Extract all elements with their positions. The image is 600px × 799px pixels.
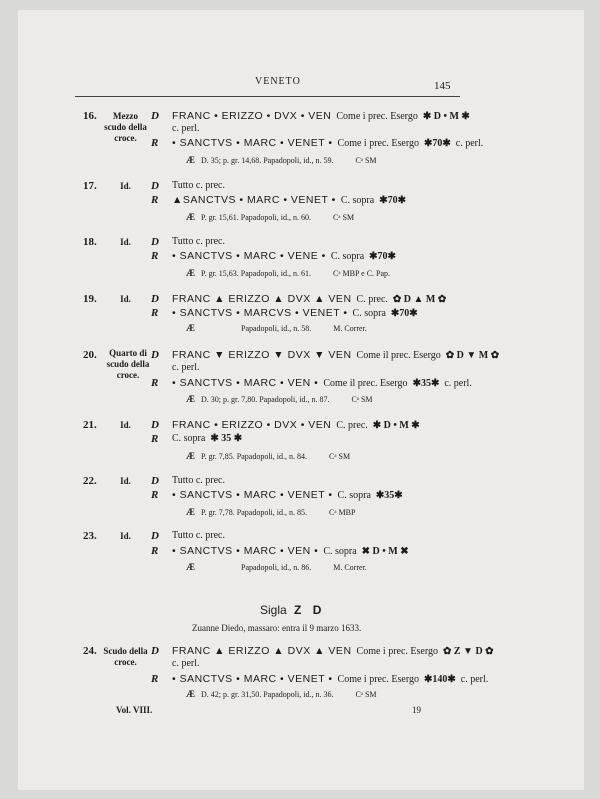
reference-line: [186, 451, 350, 461]
reverse-line: [172, 307, 418, 319]
reference-text: D. 42; p. gr. 31,50. Papadopoli, id., n. 36.: [201, 690, 334, 699]
reverse-note: C. sopra: [352, 308, 386, 319]
reverse-marker: R: [151, 673, 159, 685]
obverse-note: C. prec.: [336, 420, 368, 431]
reference-line: [186, 394, 373, 404]
reverse-line: [172, 377, 472, 389]
collection-location: Cᵃ SM: [355, 156, 377, 165]
obverse-marker: D: [151, 110, 159, 122]
obverse-legend: FRANC ▼ ERIZZO ▼ DVX ▼ VEN: [172, 349, 352, 361]
obverse-continuation: c. perl.: [172, 362, 200, 373]
reference-text: Papadopoli, id., n. 58.: [241, 324, 312, 333]
collection-location: Cᵃ SM: [355, 690, 377, 699]
reverse-line: [172, 137, 483, 149]
reverse-note: C. sopra: [330, 251, 365, 262]
volume-mark: Vol. VIII.: [116, 705, 153, 715]
collection-location: Cᵃ MBP: [329, 508, 356, 517]
entry-description: Id.: [120, 531, 131, 541]
entry-number: 21.: [83, 419, 97, 431]
reverse-marker: R: [151, 377, 159, 389]
reverse-sigla: ✱35✱: [375, 490, 403, 501]
obverse-sigla: ✿ D ▲ M ✿: [392, 294, 447, 305]
entry-description: Quarto di scudo della croce.: [106, 348, 150, 380]
reverse-note: Come i prec. Esergo: [337, 138, 420, 149]
silver-symbol: Æ: [186, 323, 195, 333]
entry-description: Mezzo scudo della croce.: [104, 111, 147, 143]
reverse-marker: R: [151, 489, 159, 501]
obverse-continuation: c. perl.: [172, 658, 200, 669]
obverse-marker: D: [151, 475, 159, 487]
reverse-marker: R: [151, 250, 159, 262]
obverse-line: Tutto c. prec.: [172, 236, 225, 247]
reverse-marker: R: [151, 545, 159, 557]
reverse-note: Come i prec. Esergo: [337, 674, 420, 685]
obverse-sigla: ✱ D • M ✱: [372, 420, 420, 431]
obverse-line: [172, 349, 499, 361]
sigla-letters: Z D: [294, 603, 326, 617]
reverse-legend: ▲SANCTVS • MARC • VENET •: [172, 194, 336, 206]
obverse-line: Tutto c. prec.: [172, 530, 225, 541]
entry-number: 23.: [83, 530, 97, 542]
entry-number: 22.: [83, 475, 97, 487]
reference-text: P. gr. 7,78. Papadopoli, id., n. 85.: [201, 508, 308, 517]
running-title: VENETO: [255, 76, 301, 87]
obverse-sigla: ✱ D • M ✱: [422, 111, 470, 122]
obverse-line: Tutto c. prec.: [172, 475, 225, 486]
entry-description: Id.: [120, 237, 131, 247]
reverse-line: [172, 545, 409, 557]
reference-text: P. gr. 15,63. Papadopoli, id., n. 61.: [201, 269, 312, 278]
obverse-marker: D: [151, 645, 159, 657]
reference-text: D. 35; p. gr. 14,68. Papadopoli, id., n. 59.: [201, 156, 334, 165]
silver-symbol: Æ: [186, 268, 195, 278]
reference-text: P. gr. 15,61. Papadopoli, id., n. 60.: [201, 213, 312, 222]
reverse-line: [172, 489, 403, 501]
reverse-note: C. sopra: [340, 195, 375, 206]
entry-description: Scudo della croce.: [103, 646, 148, 667]
page-number: 145: [434, 80, 451, 92]
reverse-legend: • SANCTVS • MARCVS • VENET •: [172, 307, 348, 319]
obverse-line: [172, 293, 446, 305]
reverse-note: C. sopra: [172, 433, 206, 444]
reverse-legend: • SANCTVS • MARC • VENET •: [172, 489, 333, 501]
silver-symbol: Æ: [186, 507, 195, 517]
reverse-sigla: ✱70✱: [379, 195, 406, 206]
obverse-note: Come i prec. Esergo: [356, 646, 438, 657]
reverse-sigla: ✱140✱: [424, 674, 456, 685]
reverse-end: c. perl.: [460, 674, 489, 685]
obverse-continuation: c. perl.: [172, 123, 200, 134]
silver-symbol: Æ: [186, 562, 195, 572]
entry-number: 20.: [83, 349, 97, 361]
reverse-sigla: ✱70✱: [369, 251, 396, 262]
reference-line: [186, 155, 377, 165]
collection-location: M. Correr.: [333, 563, 367, 572]
entry-number: 16.: [83, 110, 97, 122]
collection-location: Cᵃ SM: [329, 452, 351, 461]
reverse-marker: R: [151, 307, 159, 319]
reference-line: [186, 323, 367, 333]
entry-number: 17.: [83, 180, 97, 192]
reverse-legend: • SANCTVS • MARC • VEN •: [172, 545, 319, 557]
silver-symbol: Æ: [186, 451, 195, 461]
obverse-line: Tutto c. prec.: [172, 180, 225, 191]
entry-number: 18.: [83, 236, 97, 248]
entry-description: Id.: [120, 294, 131, 304]
header-rule: [75, 96, 460, 97]
entry-description: Id.: [120, 420, 131, 430]
obverse-note: Come il prec. Esergo: [356, 350, 441, 361]
reverse-note: C. sopra: [323, 546, 357, 557]
collection-location: M. Correr.: [333, 324, 367, 333]
silver-symbol: Æ: [186, 155, 195, 165]
silver-symbol: Æ: [186, 689, 195, 699]
obverse-marker: D: [151, 530, 159, 542]
reverse-end: c. perl.: [455, 138, 484, 149]
reverse-legend: • SANCTVS • MARC • VENE •: [172, 250, 326, 262]
reference-line: [186, 507, 355, 517]
reference-text: D. 30; p. gr. 7,80. Papadopoli, id., n. 87.: [201, 395, 330, 404]
sigla-label: Sigla: [260, 603, 287, 617]
obverse-legend: FRANC • ERIZZO • DVX • VEN: [172, 419, 332, 431]
reverse-legend: • SANCTVS • MARC • VENET •: [172, 137, 333, 149]
obverse-sigla: ✿ Z ▼ D ✿: [443, 646, 494, 657]
entry-description: Id.: [120, 181, 131, 191]
obverse-marker: D: [151, 293, 159, 305]
reverse-sigla: ✱70✱: [390, 308, 418, 319]
collection-location: Cᵃ SM: [351, 395, 373, 404]
reverse-sigla: ✱35✱: [412, 378, 440, 389]
reverse-marker: R: [151, 137, 159, 149]
signature-mark: 19: [412, 705, 421, 715]
obverse-legend: FRANC ▲ ERIZZO ▲ DVX ▲ VEN: [172, 293, 352, 305]
reverse-line: [172, 433, 242, 444]
reverse-note: C. sopra: [337, 490, 371, 501]
reference-line: [186, 689, 377, 699]
reference-text: P. gr. 7,85. Papadopoli, id., n. 84.: [201, 452, 308, 461]
obverse-line: [172, 110, 470, 122]
entry-description: Id.: [120, 476, 131, 486]
obverse-sigla: ✿ D ▼ M ✿: [445, 350, 500, 361]
reverse-end: c. perl.: [444, 378, 472, 389]
reverse-legend: • SANCTVS • MARC • VENET •: [172, 673, 333, 685]
reverse-marker: R: [151, 194, 159, 206]
obverse-legend: FRANC • ERIZZO • DVX • VEN: [172, 110, 332, 122]
silver-symbol: Æ: [186, 212, 195, 222]
reverse-line: [172, 673, 488, 685]
reverse-sigla: ✱70✱: [424, 138, 451, 149]
obverse-marker: D: [151, 419, 159, 431]
obverse-line: [172, 419, 420, 431]
obverse-marker: D: [151, 349, 159, 361]
obverse-note: Come i prec. Esergo: [336, 111, 418, 122]
collection-location: Cᵃ MBP e C. Pap.: [333, 269, 391, 278]
reference-line: [186, 562, 367, 572]
obverse-marker: D: [151, 180, 159, 192]
reference-text: Papadopoli, id., n. 86.: [241, 563, 312, 572]
entry-number: 24.: [83, 645, 97, 657]
reverse-sigla: ✖ D • M ✖: [361, 546, 409, 557]
obverse-line: [172, 645, 494, 657]
reverse-note: Come il prec. Esergo: [323, 378, 408, 389]
massaro-note: Zuanne Diedo, massaro: entra il 9 marzo 1633.: [192, 623, 362, 633]
silver-symbol: Æ: [186, 394, 195, 404]
obverse-marker: D: [151, 236, 159, 248]
sigla-heading: [260, 603, 325, 617]
obverse-legend: FRANC ▲ ERIZZO ▲ DVX ▲ VEN: [172, 645, 352, 657]
reference-line: [186, 212, 354, 222]
reference-line: [186, 268, 390, 278]
reverse-marker: R: [151, 433, 159, 445]
obverse-note: C. prec.: [356, 294, 388, 305]
collection-location: Cᵃ SM: [333, 213, 355, 222]
reverse-sigla: ✱ 35 ✱: [210, 433, 243, 444]
reverse-legend: • SANCTVS • MARC • VEN •: [172, 377, 319, 389]
reverse-line: [172, 194, 406, 206]
entry-number: 19.: [83, 293, 97, 305]
reverse-line: [172, 250, 396, 262]
